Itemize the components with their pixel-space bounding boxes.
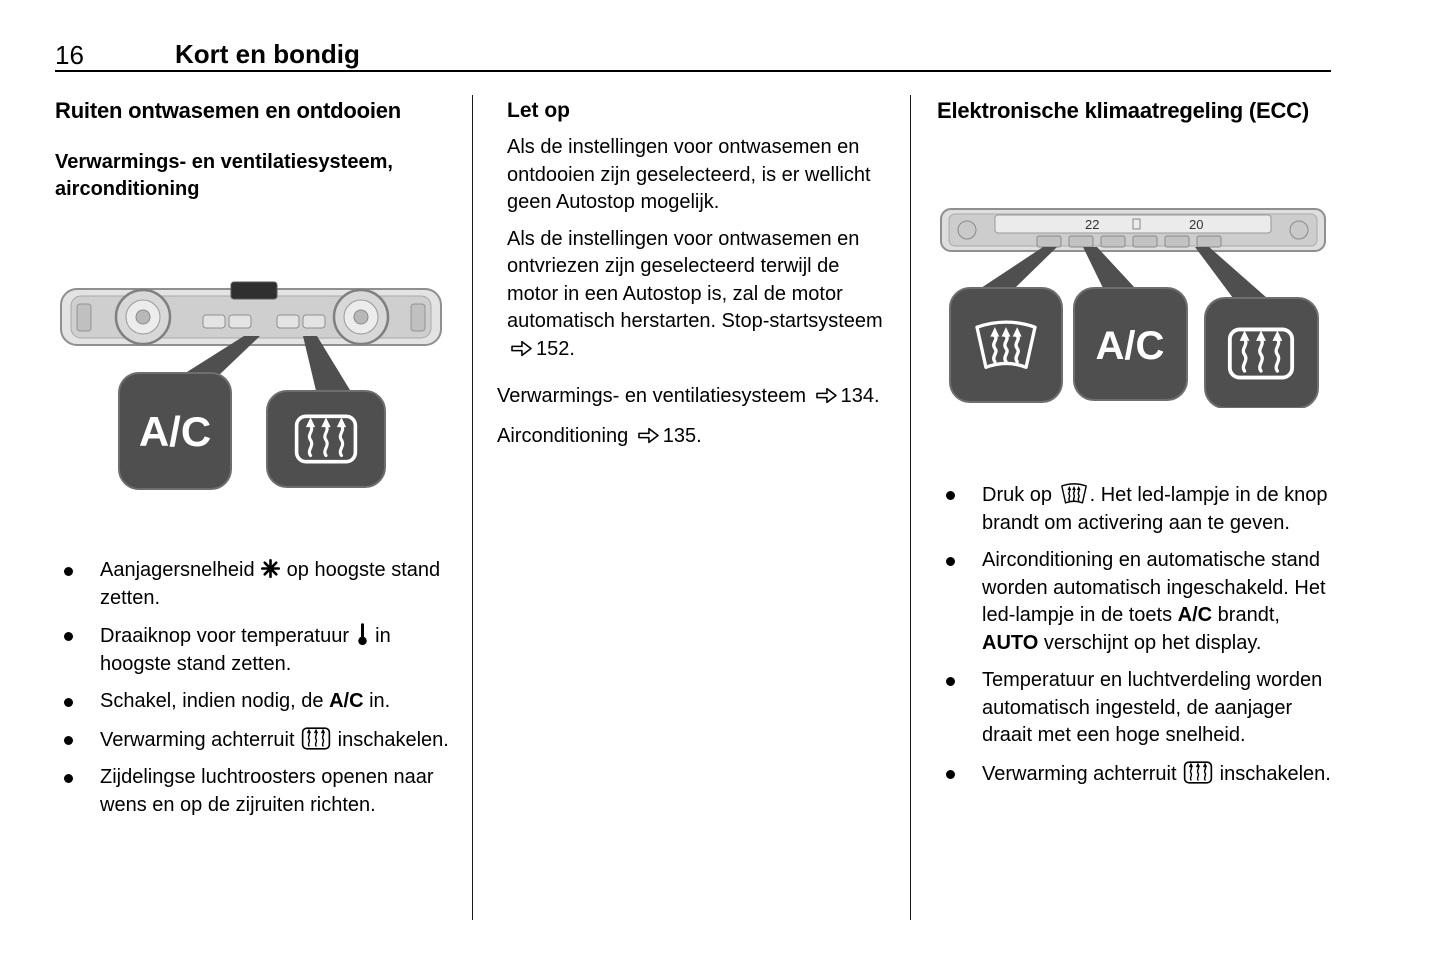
bullet-text [100,764,449,819]
reference-label: Airconditioning [497,424,634,447]
heating-ventilation-panel-illustration [55,273,447,503]
bullet-text [982,667,1333,750]
bullet-text-pre: Druk op [982,484,1058,506]
list-item [55,557,449,612]
ac-button-callout [119,373,231,489]
bullet-text [100,726,449,755]
left-bullet-list [55,557,449,819]
windscreen-defrost-icon [1059,481,1089,506]
bullet-text-post: . Het led-lampje in de knop brandt om activering aan te geven. [982,484,1328,534]
heated-rear-window-icon [301,726,331,751]
bullet-text-bold: A/C [1177,604,1213,626]
control-panel [61,282,441,345]
page-number: 16 [55,40,84,70]
bullet-dot [946,491,955,500]
heated-rear-window-icon [1183,760,1213,785]
note-block [497,97,891,363]
panel-right-knob [1290,221,1308,239]
left-knob [116,290,170,344]
bullet-dot [946,770,955,779]
bullet-dot [946,557,955,566]
list-item [937,481,1333,537]
left-column [55,95,449,829]
bullet-text-post: inschakelen. [332,728,449,751]
note-title: Let op [507,99,570,122]
note-paragraph-2-page: 152. [536,337,575,360]
list-item [937,760,1333,789]
panel-left-knob [958,221,976,239]
list-item [937,547,1333,657]
bullet-text [982,760,1331,789]
bullet-dot [64,632,73,641]
ecc-panel-illustration [937,203,1329,408]
bullet-text-part: verschijnt op het display. [1038,631,1262,654]
ac-button-callout [1074,288,1187,400]
chapter-title: Kort en bondig [175,39,360,69]
bullet-dot [64,567,73,576]
bullet-text-bold: A/C [329,690,364,712]
callout-wedge-rear-defrost [1195,247,1267,298]
note-paragraph-2 [507,226,891,364]
reference-page: 135. [662,424,702,447]
middle-column [497,95,891,450]
reference-link [497,383,891,411]
column-divider-1 [472,95,473,920]
bullet-text [100,557,449,612]
bullet-dot [946,677,955,686]
list-item [55,622,449,678]
ecc-panel [941,209,1325,251]
panel-display [231,282,277,299]
bullet-text-pre: Draaiknop voor temperatuur [100,625,355,647]
bullet-text-pre: Aanjagersnelheid [100,559,261,581]
right-bullet-list [937,481,1333,788]
list-item [55,726,449,755]
bullet-dot [64,774,73,783]
list-item [55,764,449,819]
list-item [55,688,449,716]
bullet-text-part: brandt, [1212,604,1280,626]
heated-rear-window-button-callout [1205,298,1318,408]
subsection-title-heating-ventilation: Verwarmings- en ventilatiesysteem, airconditioning [55,151,393,200]
bullet-text-pre: Zijdelingse luchtroosters openen naar wens en op de zijruiten richten. [100,766,434,816]
reference-links [497,383,891,450]
bullet-text-post: op hoogste stand zetten. [100,559,441,609]
bullet-text [982,547,1333,657]
section-title-demisting: Ruiten ontwasemen en ontdooien [55,98,402,123]
display-temperature-left: 22 [1085,217,1100,232]
header-rule [55,70,1331,72]
bullet-text-part: Airconditioning en automatische stand worden automatisch ingeschakeld. Het led-lampje in de toets [982,549,1326,626]
bullet-text [100,622,449,678]
callout-wedge-front-defrost [981,247,1057,288]
page-reference-arrow-icon [510,339,533,358]
bullet-dot [64,736,73,745]
bullet-text-bold: AUTO [982,631,1039,654]
bullet-text-pre: Verwarming achterruit [982,762,1183,785]
page-reference-arrow-icon [637,426,660,445]
column-divider-2 [910,95,911,920]
bullet-text-post: inschakelen. [1214,762,1331,785]
reference-page: 134. [840,385,880,407]
bullet-text-pre: Verwarming achterruit [100,728,301,751]
note-paragraph-1: Als de instellingen voor ontwasemen en ontdooien zijn geselecteerd, is er wellicht geen Autostop mogelijk. [507,136,871,213]
right-column [937,95,1333,798]
bullet-text-pre: Schakel, indien nodig, de [100,690,330,712]
bullet-text [982,481,1333,537]
bullet-text-pre: Temperatuur en luchtverdeling worden automatisch ingesteld, de aanjager draait met een hoge snelheid. [982,669,1323,746]
list-item [937,667,1333,750]
display-temperature-right: 20 [1189,217,1204,232]
section-title-ecc: Elektronische klimaatregeling (ECC) [937,98,1309,123]
page-reference-arrow-icon [815,386,838,405]
right-knob [334,290,388,344]
reference-label: Verwarmings- en ventilatiesysteem [497,385,812,407]
ac-button-label: A/C [1095,324,1165,368]
heated-rear-window-button-callout [267,391,385,487]
temperature-icon [356,622,369,646]
reference-link [497,423,891,451]
fan-speed-icon [261,559,280,578]
callout-wedge-ac [1083,247,1135,288]
front-defrost-button-callout [950,288,1062,402]
bullet-text [100,688,390,716]
ac-button-label: A/C [138,408,212,455]
bullet-text-post: in. [363,690,391,712]
note-paragraph-2-text: Als de instellingen voor ontwasemen en ontvriezen zijn geselecteerd terwijl de motor in een Autostop is, zal de motor automatisch herstarten. Stop-startsysteem [507,227,883,332]
bullet-text-post: in hoogste stand zetten. [100,625,391,675]
bullet-dot [64,698,73,707]
